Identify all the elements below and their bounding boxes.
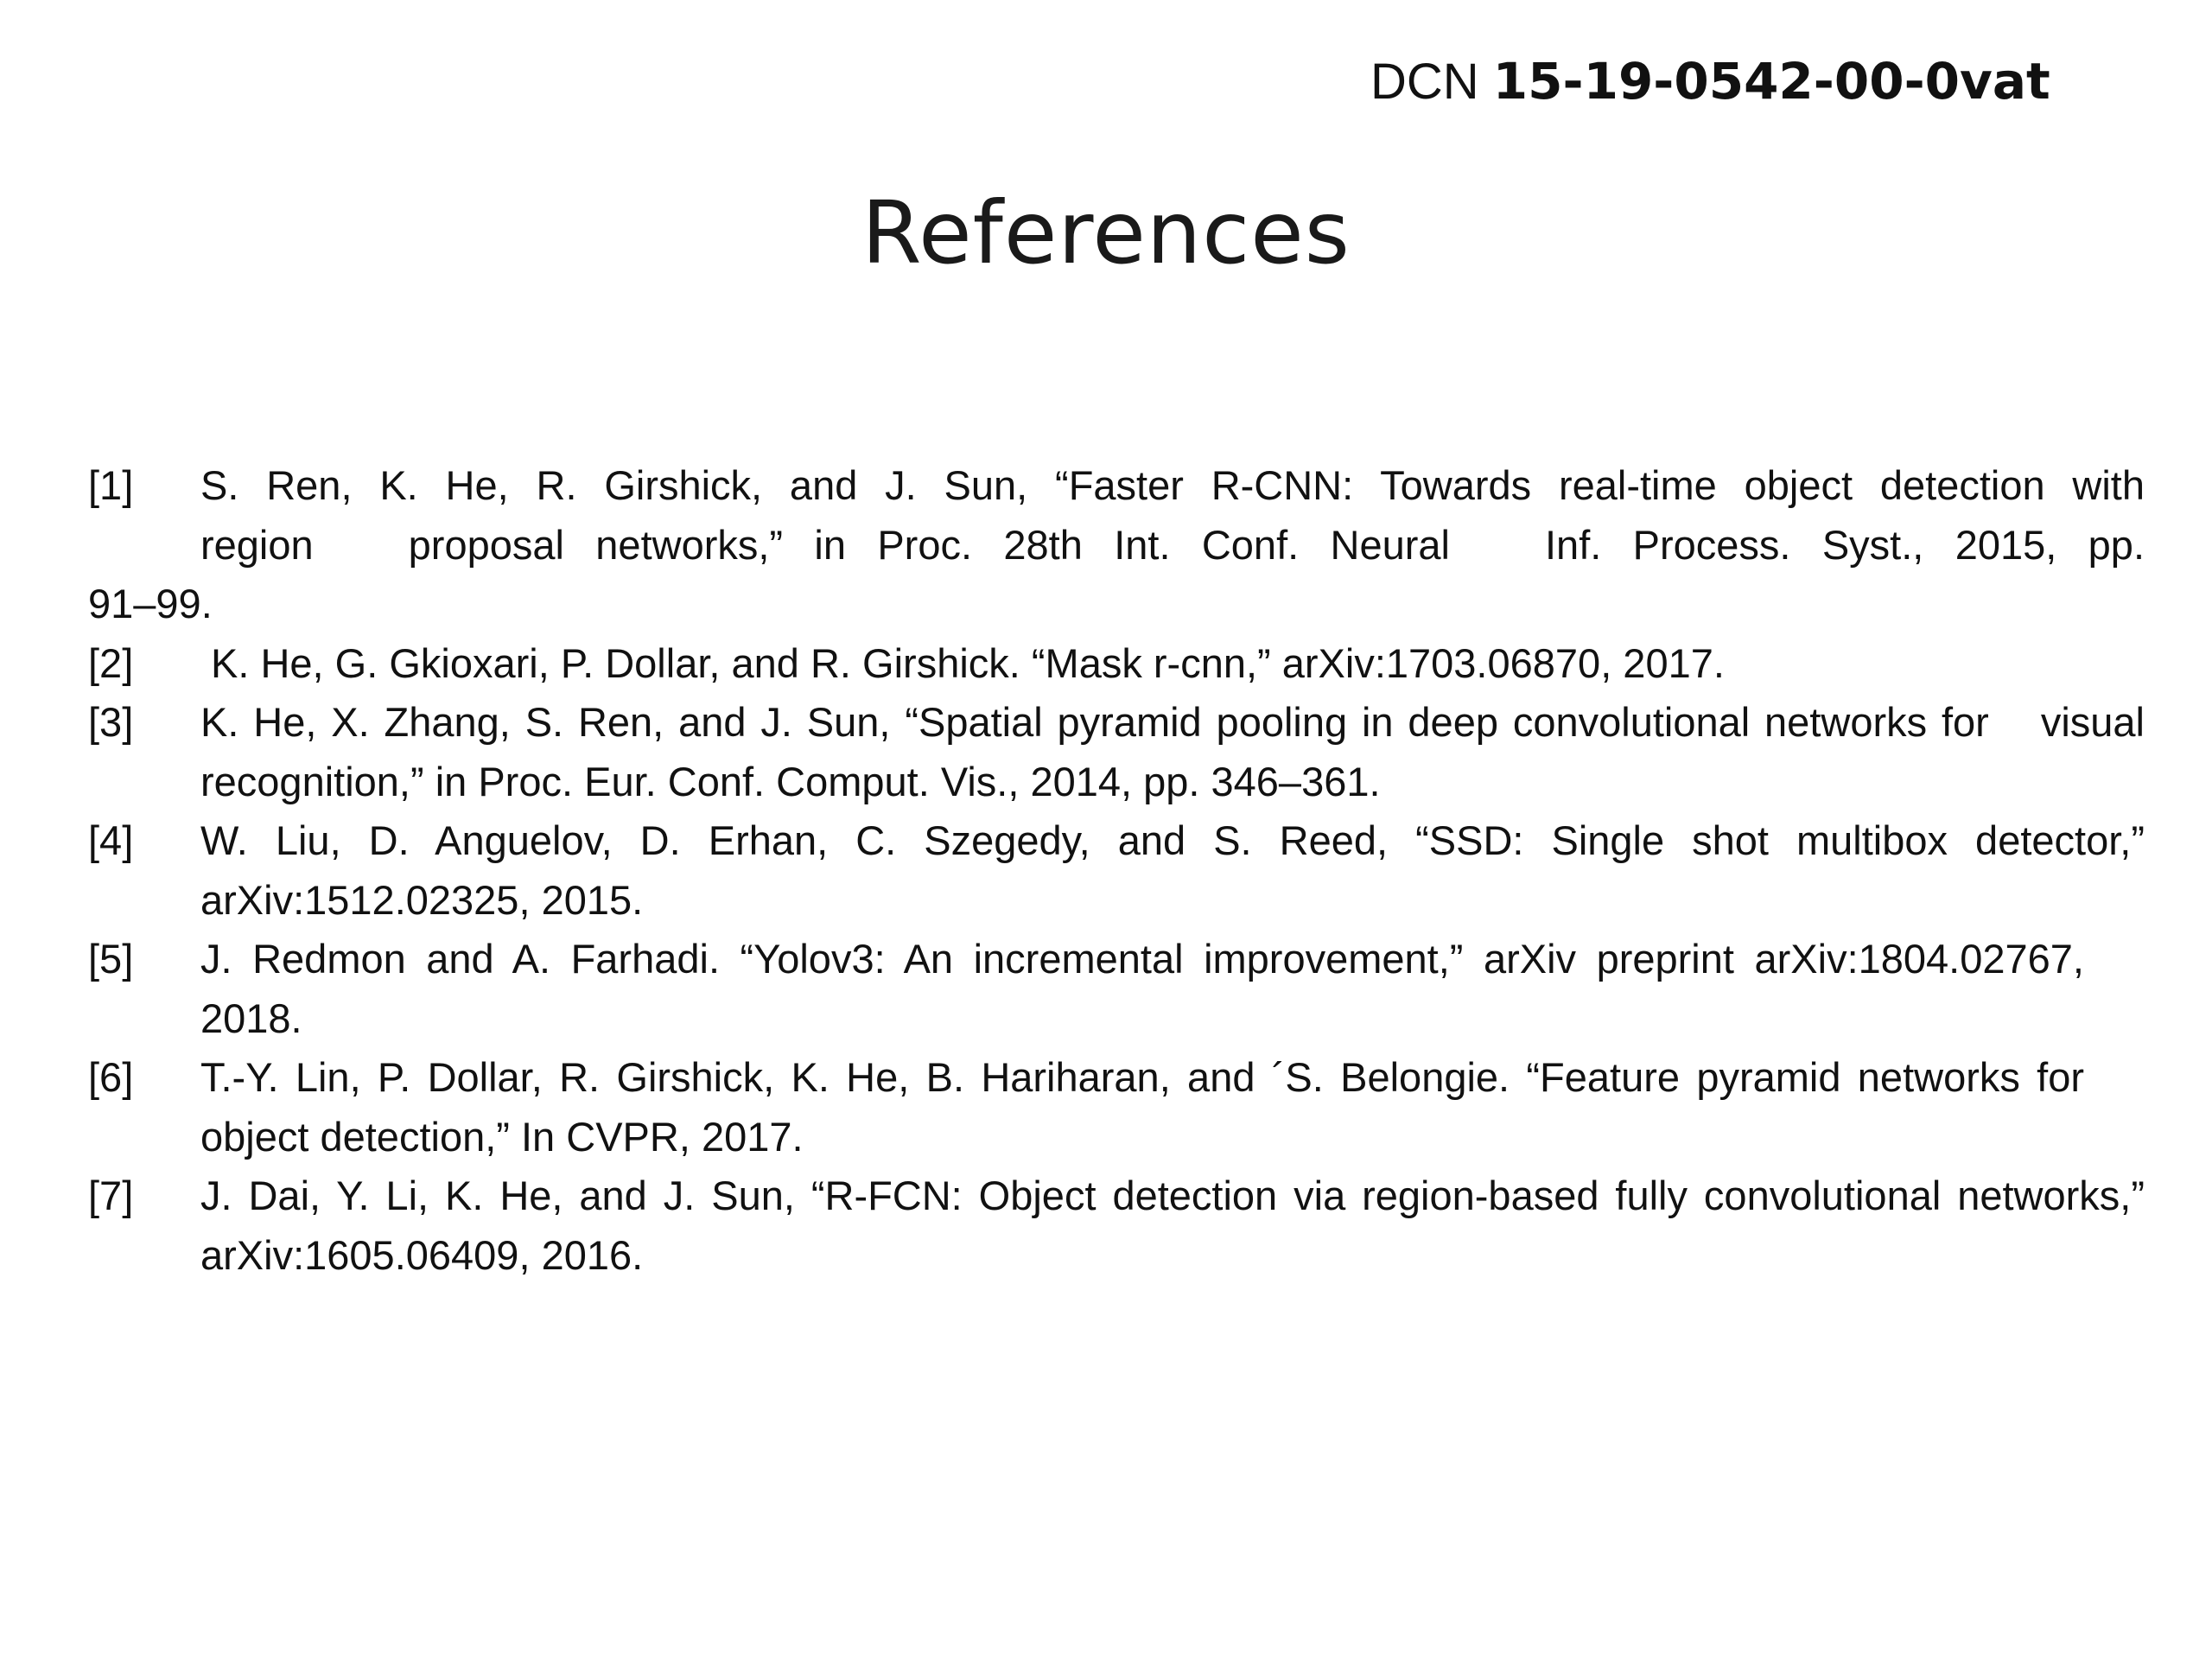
reference-text xyxy=(200,456,2145,575)
reference-fragment: object detection,” In CVPR, 2017. xyxy=(200,1113,804,1160)
reference-item-6 xyxy=(88,1048,2145,1166)
reference-item-3 xyxy=(88,693,2145,811)
reference-number: [7] xyxy=(88,1173,134,1218)
dcn-header xyxy=(1370,47,2079,116)
reference-text: W. Liu, D. Anguelov, D. Erhan, C. Szegedy, and S. Reed, “SSD: Single shot multibox detector,” arXiv:1512.02325, 2015. xyxy=(200,817,2145,923)
reference-text xyxy=(200,699,2145,804)
dcn-number: 15-19-0542-00-0vat xyxy=(1492,52,2050,111)
reference-fragment: K. He, X. Zhang, S. Ren, and J. Sun, “Spatial pyramid pooling in deep convolutional networks for xyxy=(200,699,1989,745)
reference-fragment: T.-Y. Lin, P. Dollar, R. Girshick, K. He, B. Hariharan, and ´S. Belongie. “Feature pyramid networks for xyxy=(200,1054,2084,1100)
reference-fragment: visual recognition,” in Proc. Eur. Conf. Comput. Vis., 2014, pp. 346–361. xyxy=(200,699,2145,804)
reference-fragment: region xyxy=(200,521,314,568)
reference-fragment: 2018. xyxy=(200,995,302,1041)
reference-fragment: J. Redmon and A. Farhadi. “Yolov3: An incremental improvement,” arXiv preprint arXiv:1804.02767, xyxy=(200,936,2084,982)
reference-item-1 xyxy=(88,456,2145,634)
reference-number: [4] xyxy=(88,817,134,863)
reference-number: [3] xyxy=(88,699,134,745)
reference-line xyxy=(200,516,2145,575)
reference-number: [2] xyxy=(88,639,134,686)
reference-text: K. He, G. Gkioxari, P. Dollar, and R. Girshick. “Mask r-cnn,” arXiv:1703.06870, 2017. xyxy=(211,639,1725,686)
reference-number: [5] xyxy=(88,936,134,982)
reference-text: J. Dai, Y. Li, K. He, and J. Sun, “R-FCN: Object detection via region-based fully convolutional networks,” arXiv:1605.06409, 2016. xyxy=(200,1173,2145,1278)
reference-fragment: Inf. Process. Syst., 2015, pp. xyxy=(1545,521,2145,568)
page-title: References xyxy=(861,182,1351,283)
reference-number: [1] xyxy=(88,462,134,508)
reference-item-2 xyxy=(88,634,2145,694)
reference-text xyxy=(200,1054,2145,1160)
reference-list xyxy=(88,456,2145,1285)
reference-fragment: proposal networks,” in Proc. 28th Int. Conf. Neural xyxy=(408,521,1450,568)
reference-text xyxy=(200,936,2145,1041)
reference-line: S. Ren, K. He, R. Girshick, and J. Sun, “Faster R-CNN: Towards real-time object detection with xyxy=(200,462,2145,508)
reference-line: 91–99. xyxy=(88,581,213,626)
dcn-label: DCN xyxy=(1370,54,1479,110)
reference-item-4 xyxy=(88,811,2145,930)
reference-item-7 xyxy=(88,1166,2145,1285)
reference-item-5 xyxy=(88,930,2145,1048)
reference-number: [6] xyxy=(88,1054,134,1100)
